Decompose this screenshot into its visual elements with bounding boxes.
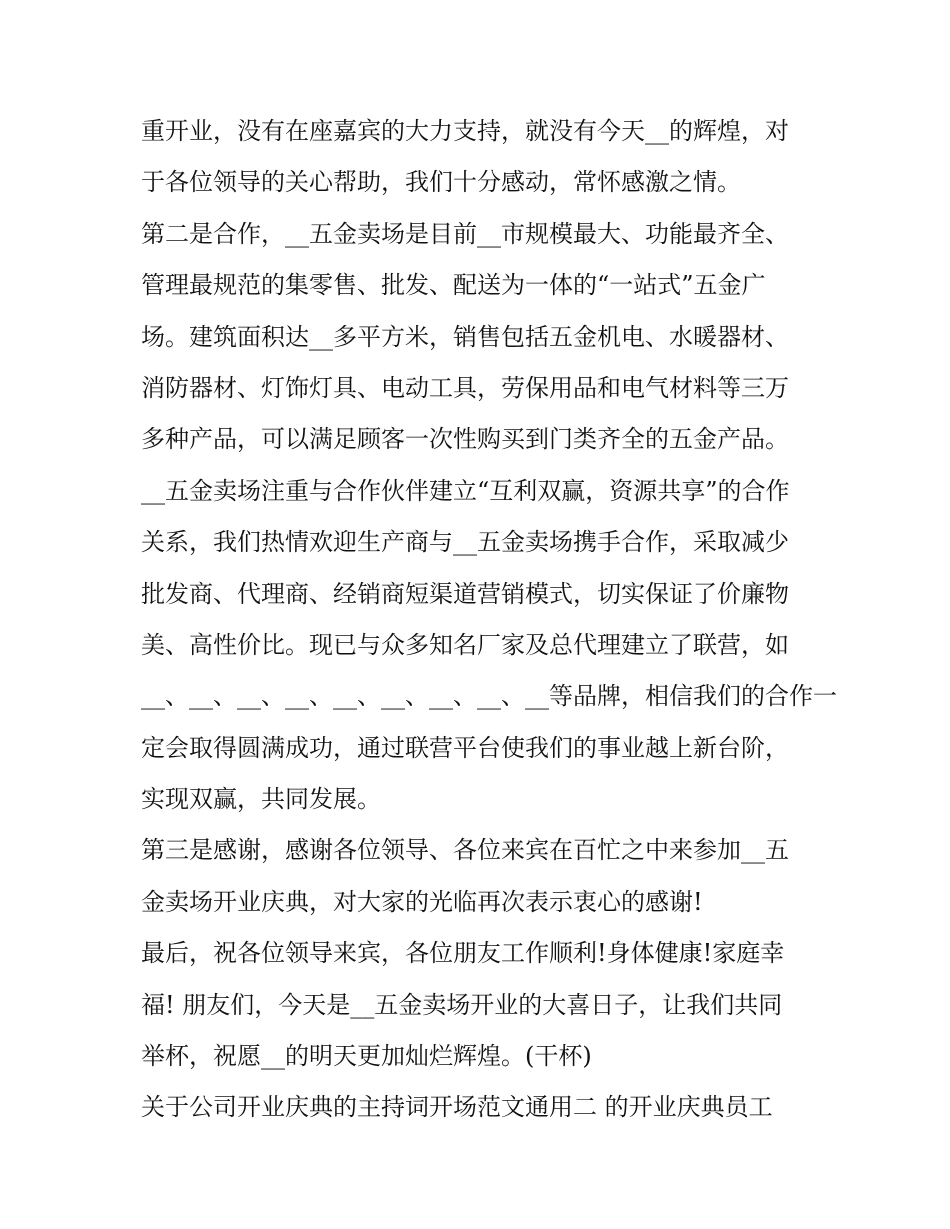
text-line: 第三是感谢，感谢各位领导、各位来宾在百忙之中来参加__五 xyxy=(141,836,789,865)
text-line: 定会取得圆满成功，通过联营平台使我们的事业越上新台阶， xyxy=(141,733,789,762)
text-line: 第二是合作，__五金卖场是目前__市规模最大、功能最齐全、 xyxy=(141,219,789,248)
text-line: 金卖场开业庆典，对大家的光临再次表示衷心的感谢! xyxy=(141,887,703,916)
text-line: 重开业，没有在座嘉宾的大力支持，就没有今天__的辉煌，对 xyxy=(141,117,789,145)
text-line: 实现双赢，共同发展。 xyxy=(141,785,381,814)
text-line: 关于公司开业庆典的主持词开场范文通用二 的开业庆典员工 xyxy=(141,1093,773,1122)
text-line: 于各位领导的关心帮助，我们十分感动，常怀感激之情。 xyxy=(141,168,741,197)
document-body xyxy=(141,106,837,1134)
text-line: 管理最规范的集零售、批发、配送为一体的“一站式”五金广 xyxy=(141,271,766,300)
text-line: __五金卖场注重与合作伙伴建立“互利双赢，资源共享”的合作 xyxy=(141,476,790,505)
text-line: 多种产品，可以满足顾客一次性购买到门类齐全的五金产品。 xyxy=(141,425,789,454)
text-line: 福! 朋友们，今天是__五金卖场开业的大喜日子，让我们共同 xyxy=(141,990,783,1019)
text-line: 最后，祝各位领导来宾，各位朋友工作顺利!身体健康!家庭幸 xyxy=(141,939,785,968)
text-line: 美、高性价比。现已与众多知名厂家及总代理建立了联营，如 xyxy=(141,630,789,659)
text-line: 批发商、代理商、经销商短渠道营销模式，切实保证了价廉物 xyxy=(141,579,789,608)
text-line: 举杯，祝愿__的明天更加灿烂辉煌。(干杯) xyxy=(141,1042,592,1071)
text-line: 消防器材、灯饰灯具、电动工具，劳保用品和电气材料等三万 xyxy=(141,373,789,402)
text-line: 关系，我们热情欢迎生产商与__五金卖场携手合作，采取减少 xyxy=(141,528,789,557)
text-line: __、__、__、__、__、__、__、__、__等品牌，相信我们的合作一 xyxy=(141,682,837,711)
text-line: 场。建筑面积达__多平方米，销售包括五金机电、水暖器材、 xyxy=(141,322,789,351)
